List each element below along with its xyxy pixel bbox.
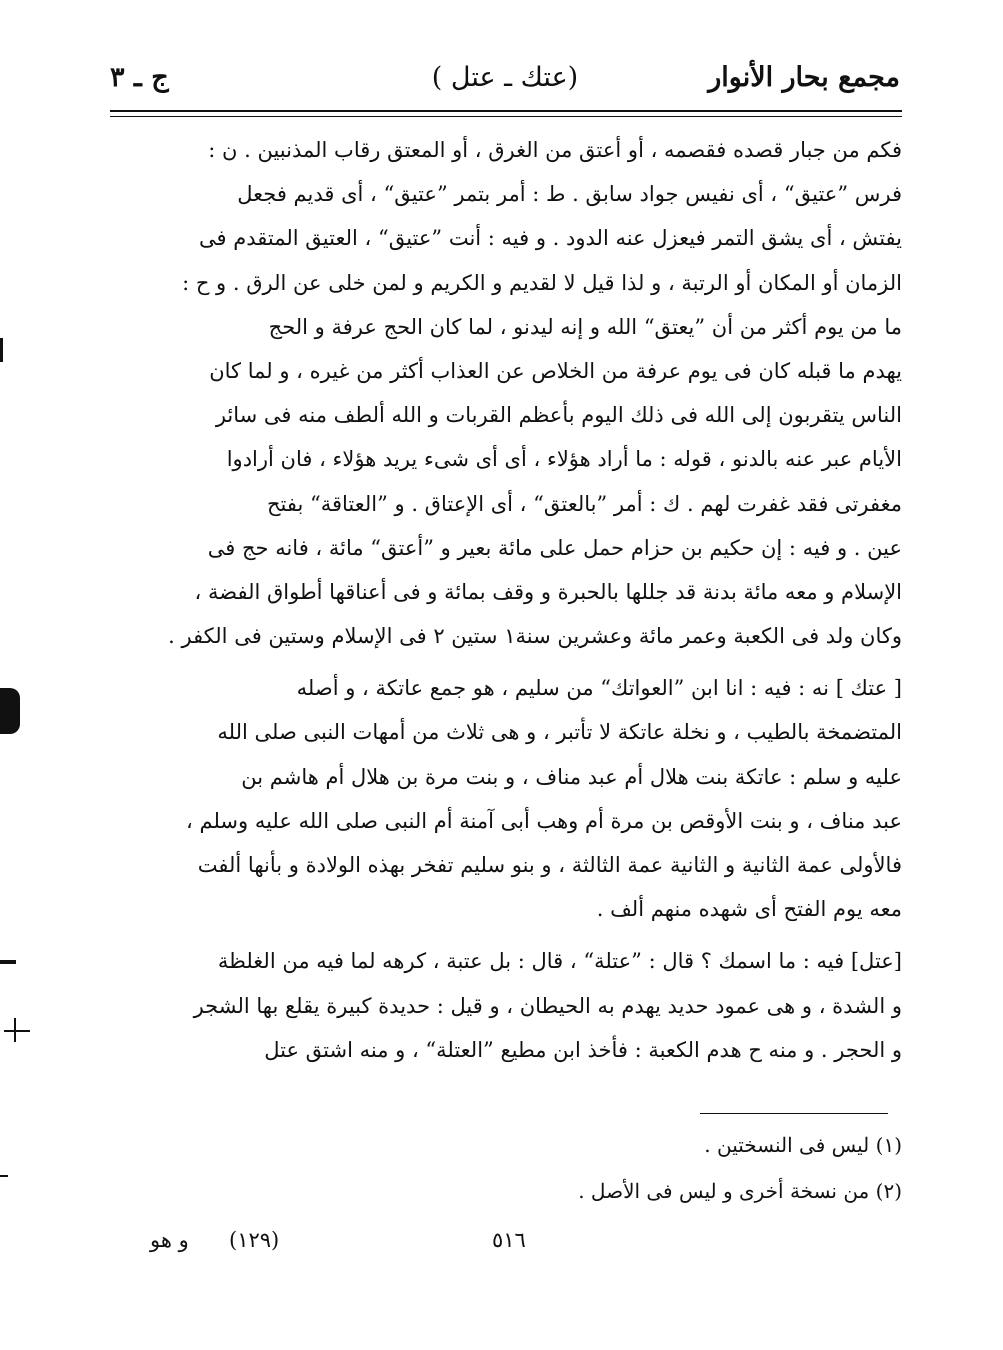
scan-mark bbox=[4, 1030, 30, 1032]
body-text bbox=[126, 128, 902, 1072]
text-line: المتضمخة بالطيب ، و نخلة عاتكة لا تأتبر ، و هى ثلاث من أمهات النبى صلى الله bbox=[217, 720, 902, 745]
text-line: الأيام عبر عنه بالدنو ، قوله : ما أراد هؤلاء ، أى أى شىء يريد هؤلاء ، فان أرادوا bbox=[226, 447, 902, 472]
scan-mark bbox=[0, 1175, 8, 1177]
text-line: عليه و سلم : عاتكة بنت هلال أم عبد مناف ، و بنت مرة بن هلال أم هاشم بن bbox=[241, 764, 902, 789]
text-line: عبد مناف ، و بنت الأوقص بن مرة أم وهب أبى آمنة أم النبى صلى الله عليه وسلم ، bbox=[186, 808, 902, 833]
section-heading: (عتك ـ عتل ) bbox=[431, 62, 579, 93]
text-line: الزمان أو المكان أو الرتبة ، و لذا قيل لا لقديم و الكريم و لمن خلى عن الرق . و ح : bbox=[182, 270, 902, 295]
text-line: فالأولى عمة الثانية و الثانية عمة الثالثة ، و بنو سليم تفخر بهذه الولادة و بأنها ألفت bbox=[197, 853, 902, 877]
scan-mark bbox=[0, 338, 3, 362]
text-line: عين . و فيه : إن حكيم بن حزام حمل على مائة بعير و ”أعتق“ مائة ، فانه حج فى bbox=[207, 535, 902, 560]
footnote-2: (٢) من نسخة أخرى و ليس فى الأصل . bbox=[578, 1179, 902, 1203]
text-line: و الشدة ، و هى عمود حديد يهدم به الحيطان ، و قيل : حديدة كبيرة يقلع بها الشجر bbox=[193, 993, 902, 1018]
text-line: الإسلام و معه مائة بدنة قد جللها بالحبرة و وقف بمائة و فى أعناقها أطواق الفضة ، bbox=[194, 579, 902, 604]
page-number: ٥١٦ bbox=[492, 1228, 526, 1252]
entry-atk-start: [ عتك ] نه : فيه : انا ابن ”العواتك“ من سليم ، هو جمع عاتكة ، و أصله bbox=[296, 676, 902, 701]
text-line: وكان ولد فى الكعبة وعمر مائة وعشرين سنة١ ستين ٢ فى الإسلام وستين فى الكفر . bbox=[168, 624, 902, 649]
footnotes bbox=[420, 1122, 902, 1214]
scan-mark bbox=[14, 1018, 16, 1042]
text-line: فرس ”عتيق“ ، أى نفيس جواد سابق . ط : أمر بتمر ”عتيق“ ، أى قديم فجعل bbox=[237, 182, 902, 207]
text-line: فكم من جبار قصده فقصمه ، أو أعتق من الغرق ، أو المعتق رقاب المذنبين . ن : bbox=[208, 138, 902, 162]
text-line: الناس يتقربون إلى الله فى ذلك اليوم بأعظم القربات و الله ألطف منه فى سائر bbox=[215, 403, 902, 428]
text-line: يفتش ، أى يشق التمر فيعزل عنه الدود . و فيه : أنت ”عتيق“ ، العتيق المتقدم فى bbox=[199, 226, 902, 251]
signature-mark: (١٢٩) bbox=[229, 1228, 280, 1252]
footnote-1: (١) ليس فى النسختين . bbox=[704, 1133, 902, 1157]
scan-mark bbox=[0, 960, 16, 964]
header-rule bbox=[110, 110, 902, 112]
text-line: يهدم ما قبله كان فى يوم عرفة من الخلاص عن العذاب أكثر من غيره ، و لما كان bbox=[209, 358, 902, 383]
page-header bbox=[110, 56, 900, 106]
header-rule-thin bbox=[110, 116, 902, 117]
footnote-rule bbox=[700, 1113, 888, 1114]
scan-blot bbox=[0, 688, 20, 734]
book-title: مجمع بحار الأنوار bbox=[708, 62, 900, 93]
text-line: ما من يوم أكثر من أن ”يعتق“ الله و إنه ليدنو ، لما كان الحج عرفة و الحج bbox=[268, 314, 902, 339]
volume-number: ج ـ ٣ bbox=[110, 62, 169, 93]
text-line: و الحجر . و منه ح هدم الكعبة : فأخذ ابن مطيع ”العتلة“ ، و منه اشتق عتل bbox=[264, 1037, 902, 1062]
entry-atl-start: [عتل] فيه : ما اسمك ؟ قال : ”عتلة“ ، قال : بل عتبة ، كرهه لما فيه من الغلظة bbox=[217, 949, 902, 974]
catchword: و هو bbox=[150, 1228, 189, 1252]
text-line: معه يوم الفتح أى شهده منهم ألف . bbox=[596, 897, 902, 922]
text-line: مغفرتى فقد غفرت لهم . ك : أمر ”بالعتق“ ، أى الإعتاق . و ”العتاقة“ بفتح bbox=[266, 491, 902, 516]
